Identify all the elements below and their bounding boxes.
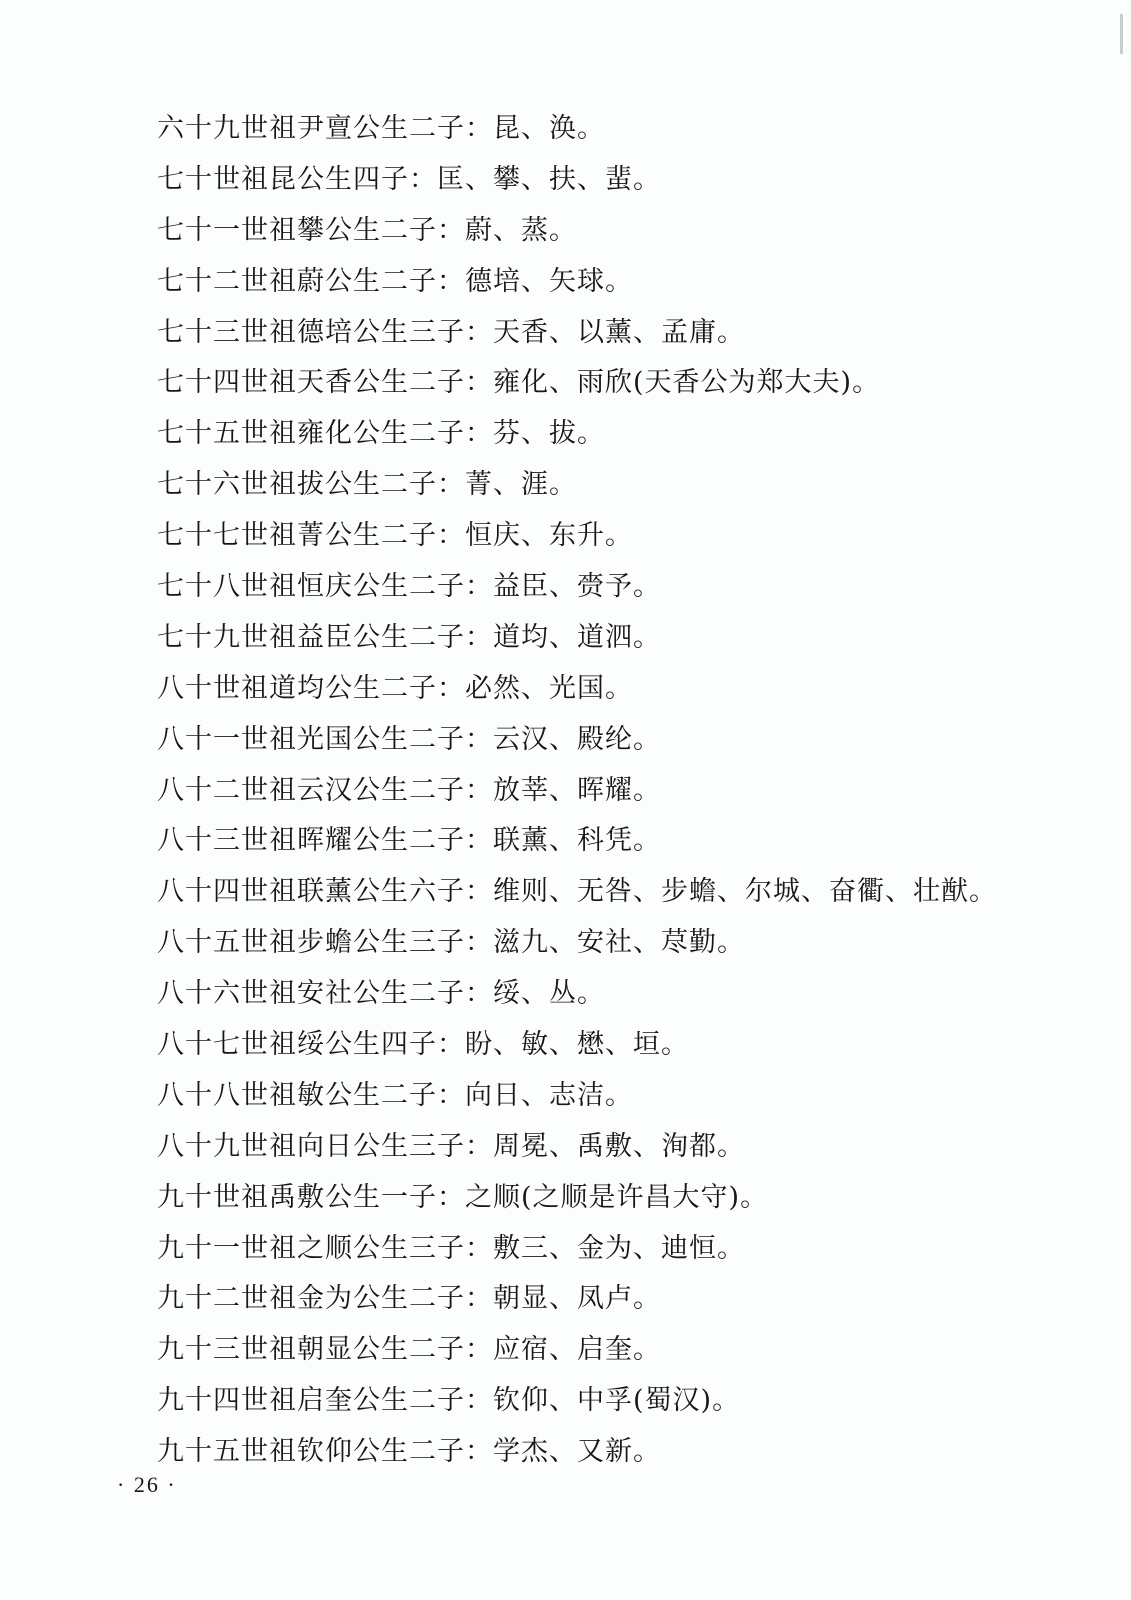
genealogy-line: 八十二世祖云汉公生二子：放莘、晖耀。 [157,774,661,806]
genealogy-line: 八十九世祖向日公生三子：周冕、禹敷、洵都。 [157,1130,745,1162]
genealogy-list [157,104,1057,1478]
genealogy-line: 七十六世祖拔公生二子：菁、涯。 [157,469,577,501]
scan-edge-mark [1120,14,1123,54]
genealogy-line: 八十世祖道均公生二子：必然、光国。 [157,672,633,704]
genealogy-line: 七十八世祖恒庆公生二子：益臣、赍予。 [157,571,661,603]
genealogy-line: 九十四世祖启奎公生二子：钦仰、中孚(蜀汉)。 [157,1385,741,1417]
genealogy-line: 八十五世祖步蟾公生三子：滋九、安社、荩勤。 [157,927,745,959]
genealogy-line: 七十世祖昆公生四子：匡、攀、扶、蜚。 [157,163,661,195]
genealogy-line: 七十九世祖益臣公生二子：道均、道泗。 [157,621,661,653]
genealogy-line: 七十三世祖德培公生三子：天香、以薰、孟庸。 [157,316,745,348]
page-number: · 26 · [117,1472,177,1497]
genealogy-line: 九十二世祖金为公生二子：朝显、凤卢。 [157,1283,661,1315]
genealogy-line: 八十四世祖联薰公生六子：维则、无咎、步蟾、尔城、奋衢、壮猷。 [157,876,997,908]
genealogy-line: 八十一世祖光国公生二子：云汉、殿纶。 [157,723,661,755]
genealogy-line: 八十六世祖安社公生二子：绥、丛。 [157,978,605,1010]
genealogy-line: 九十三世祖朝显公生二子：应宿、启奎。 [157,1334,661,1366]
genealogy-line: 七十七世祖菁公生二子：恒庆、东升。 [157,520,633,552]
genealogy-line: 六十九世祖尹亶公生二子：昆、涣。 [157,113,605,144]
genealogy-line: 八十七世祖绥公生四子：盼、敏、懋、垣。 [157,1029,689,1061]
genealogy-line: 七十四世祖天香公生二子：雍化、雨欣(天香公为郑大夫)。 [157,367,881,399]
genealogy-line: 七十一世祖攀公生二子：蔚、蒸。 [157,214,577,246]
genealogy-line: 七十二世祖蔚公生二子：德培、矢球。 [157,265,633,297]
genealogy-line: 七十五世祖雍化公生二子：芬、拔。 [157,418,605,450]
genealogy-line: 八十八世祖敏公生二子：向日、志洁。 [157,1079,633,1111]
genealogy-line: 九十一世祖之顺公生三子：敷三、金为、迪恒。 [157,1232,745,1264]
genealogy-line: 八十三世祖晖耀公生二子：联薰、科凭。 [157,825,661,857]
genealogy-line: 九十世祖禹敷公生一子：之顺(之顺是许昌大守)。 [157,1181,769,1213]
genealogy-line: 九十五世祖钦仰公生二子：学杰、又新。 [157,1436,661,1468]
